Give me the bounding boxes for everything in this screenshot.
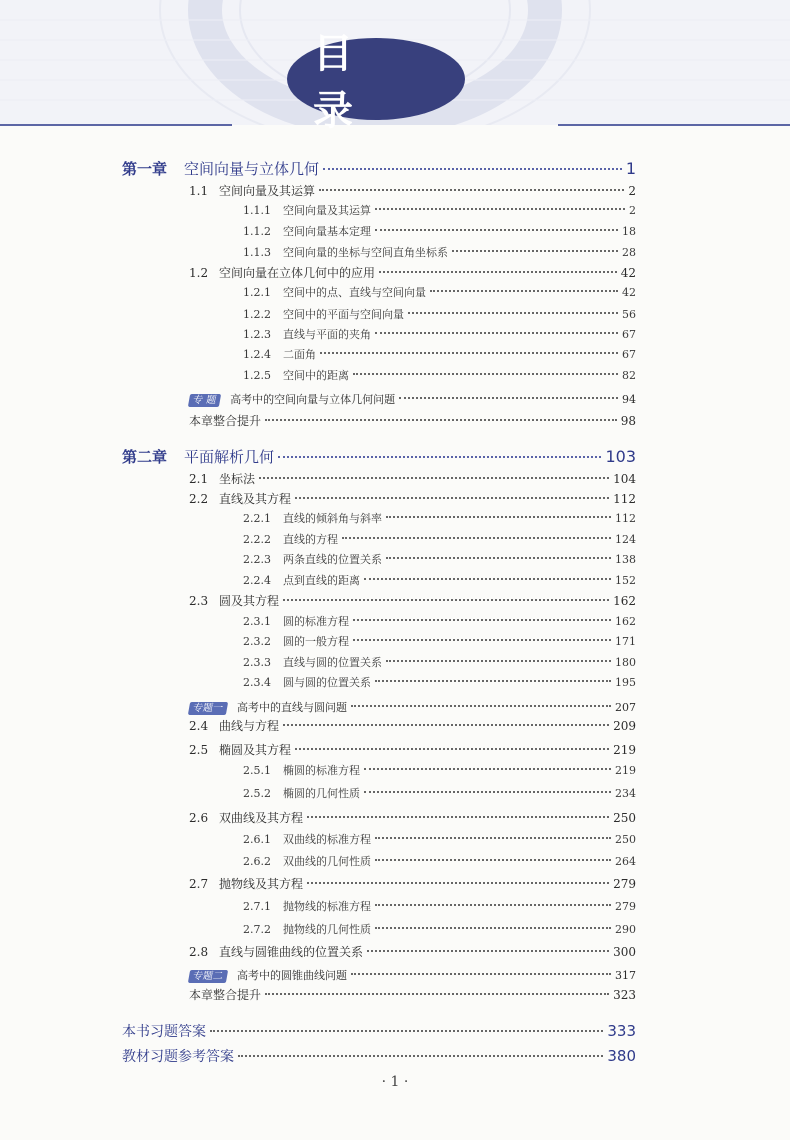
toc-entry-page: 82 xyxy=(622,369,636,382)
dot-leader xyxy=(353,373,618,375)
dot-leader xyxy=(375,904,611,906)
topic-badge: 专 题 xyxy=(188,394,221,407)
toc-entry-page: 300 xyxy=(613,945,636,959)
toc-entry-title: 直线与平面的夹角 xyxy=(283,328,371,341)
toc-answer-entry[interactable] xyxy=(122,1046,636,1066)
toc-entry-page: 138 xyxy=(615,553,636,566)
toc-entry-title: 圆的一般方程 xyxy=(283,635,349,648)
dot-leader xyxy=(259,477,609,479)
toc-entry[interactable] xyxy=(243,531,636,549)
toc-entry-title: 教材习题参考答案 xyxy=(122,1049,234,1065)
dot-leader xyxy=(351,973,611,975)
toc-entry-page: 290 xyxy=(615,923,636,936)
dot-leader xyxy=(364,768,611,770)
toc-entry-title: 双曲线及其方程 xyxy=(219,811,304,825)
toc-entry-page: 42 xyxy=(620,266,636,280)
dot-leader xyxy=(399,397,618,399)
toc-entry-title: 双曲线的几何性质 xyxy=(283,855,371,868)
toc-entry-page: 1 xyxy=(625,159,636,178)
toc-entry-title: 空间向量与立体几何 xyxy=(184,160,320,178)
toc-entry-number: 2.6 xyxy=(189,811,209,825)
toc-entry-title: 点到直线的距离 xyxy=(283,574,360,587)
dot-leader xyxy=(367,950,609,952)
toc-entry-title: 椭圆的标准方程 xyxy=(283,764,360,777)
dot-leader xyxy=(353,639,611,641)
dot-leader xyxy=(307,816,609,818)
toc-entry-title: 空间中的距离 xyxy=(283,369,349,382)
toc-entry-title: 直线的方程 xyxy=(283,533,338,546)
toc-entry[interactable] xyxy=(243,613,636,631)
dot-leader xyxy=(375,208,625,210)
toc-entry[interactable] xyxy=(243,244,636,262)
topic-badge: 专题一 xyxy=(188,702,228,715)
toc-entry-title: 空间向量及其运算 xyxy=(283,204,371,217)
toc-entry-title: 高考中的圆锥曲线问题 xyxy=(237,969,347,982)
toc-entry-number: 2.5.1 xyxy=(243,764,271,777)
toc-entry-number: 1.2.4 xyxy=(243,348,271,361)
dot-leader xyxy=(386,557,611,559)
toc-entry-number: 1.1.3 xyxy=(243,246,271,259)
toc-entry-number: 2.2 xyxy=(189,492,209,506)
dot-leader xyxy=(323,168,622,170)
dot-leader xyxy=(351,705,611,707)
toc-entry-number: 2.6.2 xyxy=(243,855,271,868)
toc-entry-number: 1.2.3 xyxy=(243,328,271,341)
toc-entry-title: 抛物线及其方程 xyxy=(219,877,304,891)
dot-leader xyxy=(295,497,609,499)
toc-entry-number: 2.5 xyxy=(189,743,209,757)
toc-entry-number: 2.3.3 xyxy=(243,656,271,669)
toc-entry[interactable] xyxy=(243,831,636,849)
toc-entry-title: 本书习题答案 xyxy=(122,1024,206,1040)
toc-entry[interactable] xyxy=(189,809,636,827)
toc-entry-title: 平面解析几何 xyxy=(184,448,275,466)
toc-entry-title: 二面角 xyxy=(283,348,316,361)
dot-leader xyxy=(238,1055,603,1057)
dot-leader xyxy=(386,660,611,662)
toc-entry-number: 1.2.1 xyxy=(243,286,271,299)
toc-chapter-entry[interactable] xyxy=(122,158,636,178)
toc-entry-title: 椭圆及其方程 xyxy=(219,743,292,757)
toc-entry-page: 207 xyxy=(615,701,636,714)
toc-entry[interactable] xyxy=(243,551,636,569)
toc-entry-number: 2.1 xyxy=(189,472,209,486)
toc-entry-title: 圆与圆的位置关系 xyxy=(283,676,371,689)
toc-entry[interactable] xyxy=(189,592,636,610)
dot-leader xyxy=(342,537,611,539)
dot-leader xyxy=(375,859,611,861)
toc-entry[interactable] xyxy=(243,674,636,692)
toc-entry-title: 椭圆的几何性质 xyxy=(283,787,360,800)
toc-entry-title: 高考中的空间向量与立体几何问题 xyxy=(230,393,396,406)
toc-entry-title: 空间向量基本定理 xyxy=(283,225,371,238)
dot-leader xyxy=(210,1030,603,1032)
toc-entry-title: 本章整合提升 xyxy=(189,414,262,428)
toc-entry-title: 空间向量及其运算 xyxy=(219,184,316,198)
toc-entry[interactable] xyxy=(243,367,636,385)
toc-entry-number: 1.2.2 xyxy=(243,308,271,321)
toc-entry-page: 67 xyxy=(622,348,636,361)
toc-entry-page: 98 xyxy=(620,414,636,428)
header-rule-left xyxy=(0,124,232,126)
toc-entry-page: 279 xyxy=(615,900,636,913)
toc-entry[interactable] xyxy=(189,264,636,282)
toc-entry-number: 1.1.1 xyxy=(243,204,271,217)
toc-entry-page: 209 xyxy=(613,719,636,733)
toc-entry-page: 180 xyxy=(615,656,636,669)
toc-entry-title: 曲线与方程 xyxy=(219,719,280,733)
toc-entry-number: 第二章 xyxy=(122,448,168,466)
dot-leader xyxy=(452,250,618,252)
toc-entry[interactable] xyxy=(189,391,636,409)
toc-entry-page: 56 xyxy=(622,308,636,321)
dot-leader xyxy=(375,332,618,334)
toc-entry-page: 18 xyxy=(622,225,636,238)
toc-entry-page: 333 xyxy=(607,1022,636,1040)
toc-entry-title: 圆及其方程 xyxy=(219,594,280,608)
dot-leader xyxy=(353,619,611,621)
toc-entry-number: 2.2.4 xyxy=(243,574,271,587)
toc-entry-page: 67 xyxy=(622,328,636,341)
toc-entry[interactable] xyxy=(189,699,636,717)
dot-leader xyxy=(408,312,618,314)
toc-entry[interactable] xyxy=(189,470,636,488)
dot-leader xyxy=(375,837,611,839)
toc-entry-page: 103 xyxy=(605,447,636,466)
toc-entry-page: 323 xyxy=(613,988,636,1002)
toc-entry-page: 171 xyxy=(615,635,636,648)
page-number: · 1 · xyxy=(381,1074,409,1090)
toc-entry-number: 1.2 xyxy=(189,266,209,280)
toc-entry-page: 112 xyxy=(613,492,636,506)
toc-entry-title: 坐标法 xyxy=(219,472,256,486)
toc-entry-page: 380 xyxy=(607,1047,636,1065)
topic-badge: 专题二 xyxy=(188,970,228,983)
toc-entry-page: 152 xyxy=(615,574,636,587)
toc-entry-title: 两条直线的位置关系 xyxy=(283,553,382,566)
toc-chapter-entry[interactable] xyxy=(122,446,636,466)
dot-leader xyxy=(307,882,609,884)
dot-leader xyxy=(278,456,601,458)
toc-entry-title: 空间中的平面与空间向量 xyxy=(283,308,404,321)
toc-answer-entry[interactable] xyxy=(122,1021,636,1041)
toc-entry-number: 2.3.1 xyxy=(243,615,271,628)
toc-entry-title: 空间向量在立体几何中的应用 xyxy=(219,266,376,280)
dot-leader xyxy=(364,791,611,793)
toc-entry-page: 2 xyxy=(628,184,636,198)
dot-leader xyxy=(375,680,611,682)
toc-entry-number: 2.8 xyxy=(189,945,209,959)
toc-entry-title: 直线的倾斜角与斜率 xyxy=(283,512,382,525)
toc-entry-page: 104 xyxy=(613,472,636,486)
toc-entry[interactable] xyxy=(189,717,636,735)
toc-entry-number: 2.7 xyxy=(189,877,209,891)
dot-leader xyxy=(319,189,624,191)
toc-entry-page: 124 xyxy=(615,533,636,546)
toc-entry-page: 219 xyxy=(615,764,636,777)
toc-entry-page: 162 xyxy=(613,594,636,608)
toc-entry-number: 2.6.1 xyxy=(243,833,271,846)
header-rule-right xyxy=(558,124,790,126)
dot-leader xyxy=(379,271,617,273)
toc-entry-page: 264 xyxy=(615,855,636,868)
toc-entry-number: 2.7.1 xyxy=(243,900,271,913)
toc-entry[interactable] xyxy=(189,490,636,508)
toc-entry-number: 2.4 xyxy=(189,719,209,733)
toc-entry[interactable] xyxy=(189,967,636,985)
dot-leader xyxy=(364,578,611,580)
toc-entry[interactable] xyxy=(189,943,636,961)
toc-entry[interactable] xyxy=(243,306,636,324)
toc-entry[interactable] xyxy=(243,654,636,672)
toc-entry[interactable] xyxy=(243,346,636,364)
toc-entry-page: 28 xyxy=(622,246,636,259)
toc-entry-number: 第一章 xyxy=(122,160,168,178)
toc-entry-page: 317 xyxy=(615,969,636,982)
toc-entry-title: 抛物线的几何性质 xyxy=(283,923,371,936)
toc-entry-page: 279 xyxy=(613,877,636,891)
dot-leader xyxy=(283,724,609,726)
toc-entry[interactable] xyxy=(243,202,636,220)
page-title: 目 录 xyxy=(313,31,379,134)
toc-entry[interactable] xyxy=(189,986,636,1004)
toc-entry-number: 2.2.3 xyxy=(243,553,271,566)
toc-entry-title: 双曲线的标准方程 xyxy=(283,833,371,846)
toc-entry-number: 1.1.2 xyxy=(243,225,271,238)
toc-entry[interactable] xyxy=(243,921,636,939)
toc-entry-title: 直线及其方程 xyxy=(219,492,292,506)
toc-entry-page: 250 xyxy=(615,833,636,846)
toc-entry[interactable] xyxy=(243,510,636,528)
toc-entry[interactable] xyxy=(243,284,636,302)
toc-entry-number: 2.2.1 xyxy=(243,512,271,525)
toc-entry-page: 162 xyxy=(615,615,636,628)
toc-entry-page: 234 xyxy=(615,787,636,800)
dot-leader xyxy=(375,927,611,929)
toc-entry-page: 219 xyxy=(613,743,636,757)
toc-entry[interactable] xyxy=(243,785,636,803)
toc-entry-title: 高考中的直线与圆问题 xyxy=(237,701,347,714)
toc-entry-title: 直线与圆的位置关系 xyxy=(283,656,382,669)
toc-entry-page: 195 xyxy=(615,676,636,689)
toc-entry-number: 2.2.2 xyxy=(243,533,271,546)
toc-entry[interactable] xyxy=(189,875,636,893)
dot-leader xyxy=(295,748,609,750)
toc-entry-number: 1.2.5 xyxy=(243,369,271,382)
toc-entry[interactable] xyxy=(243,762,636,780)
dot-leader xyxy=(375,229,618,231)
toc-entry-page: 112 xyxy=(615,512,636,525)
toc-entry-number: 2.3.4 xyxy=(243,676,271,689)
toc-entry[interactable] xyxy=(189,182,636,200)
toc-entry-title: 直线与圆锥曲线的位置关系 xyxy=(219,945,364,959)
dot-leader xyxy=(320,352,618,354)
toc-entry[interactable] xyxy=(243,223,636,241)
toc-entry-number: 2.7.2 xyxy=(243,923,271,936)
toc-entry-page: 42 xyxy=(622,286,636,299)
toc-entry-title: 圆的标准方程 xyxy=(283,615,349,628)
dot-leader xyxy=(265,419,617,421)
toc-entry-page: 94 xyxy=(622,393,636,406)
toc-entry-number: 2.5.2 xyxy=(243,787,271,800)
dot-leader xyxy=(265,993,609,995)
dot-leader xyxy=(283,599,609,601)
dot-leader xyxy=(386,516,611,518)
toc-entry-number: 2.3 xyxy=(189,594,209,608)
toc-entry-number: 2.3.2 xyxy=(243,635,271,648)
toc-entry[interactable] xyxy=(243,326,636,344)
toc-entry[interactable] xyxy=(243,633,636,651)
toc-entry[interactable] xyxy=(189,412,636,430)
toc-entry[interactable] xyxy=(243,572,636,590)
toc-entry-title: 空间向量的坐标与空间直角坐标系 xyxy=(283,246,448,259)
toc-entry[interactable] xyxy=(189,741,636,759)
toc-entry-number: 1.1 xyxy=(189,184,209,198)
dot-leader xyxy=(430,290,618,292)
toc-entry-title: 本章整合提升 xyxy=(189,988,262,1002)
toc-entry[interactable] xyxy=(243,898,636,916)
toc-entry-page: 2 xyxy=(629,204,636,217)
toc-entry[interactable] xyxy=(243,853,636,871)
toc-entry-title: 空间中的点、直线与空间向量 xyxy=(283,286,426,299)
title-oval xyxy=(287,31,465,134)
toc-entry-title: 抛物线的标准方程 xyxy=(283,900,371,913)
toc-entry-page: 250 xyxy=(613,811,636,825)
